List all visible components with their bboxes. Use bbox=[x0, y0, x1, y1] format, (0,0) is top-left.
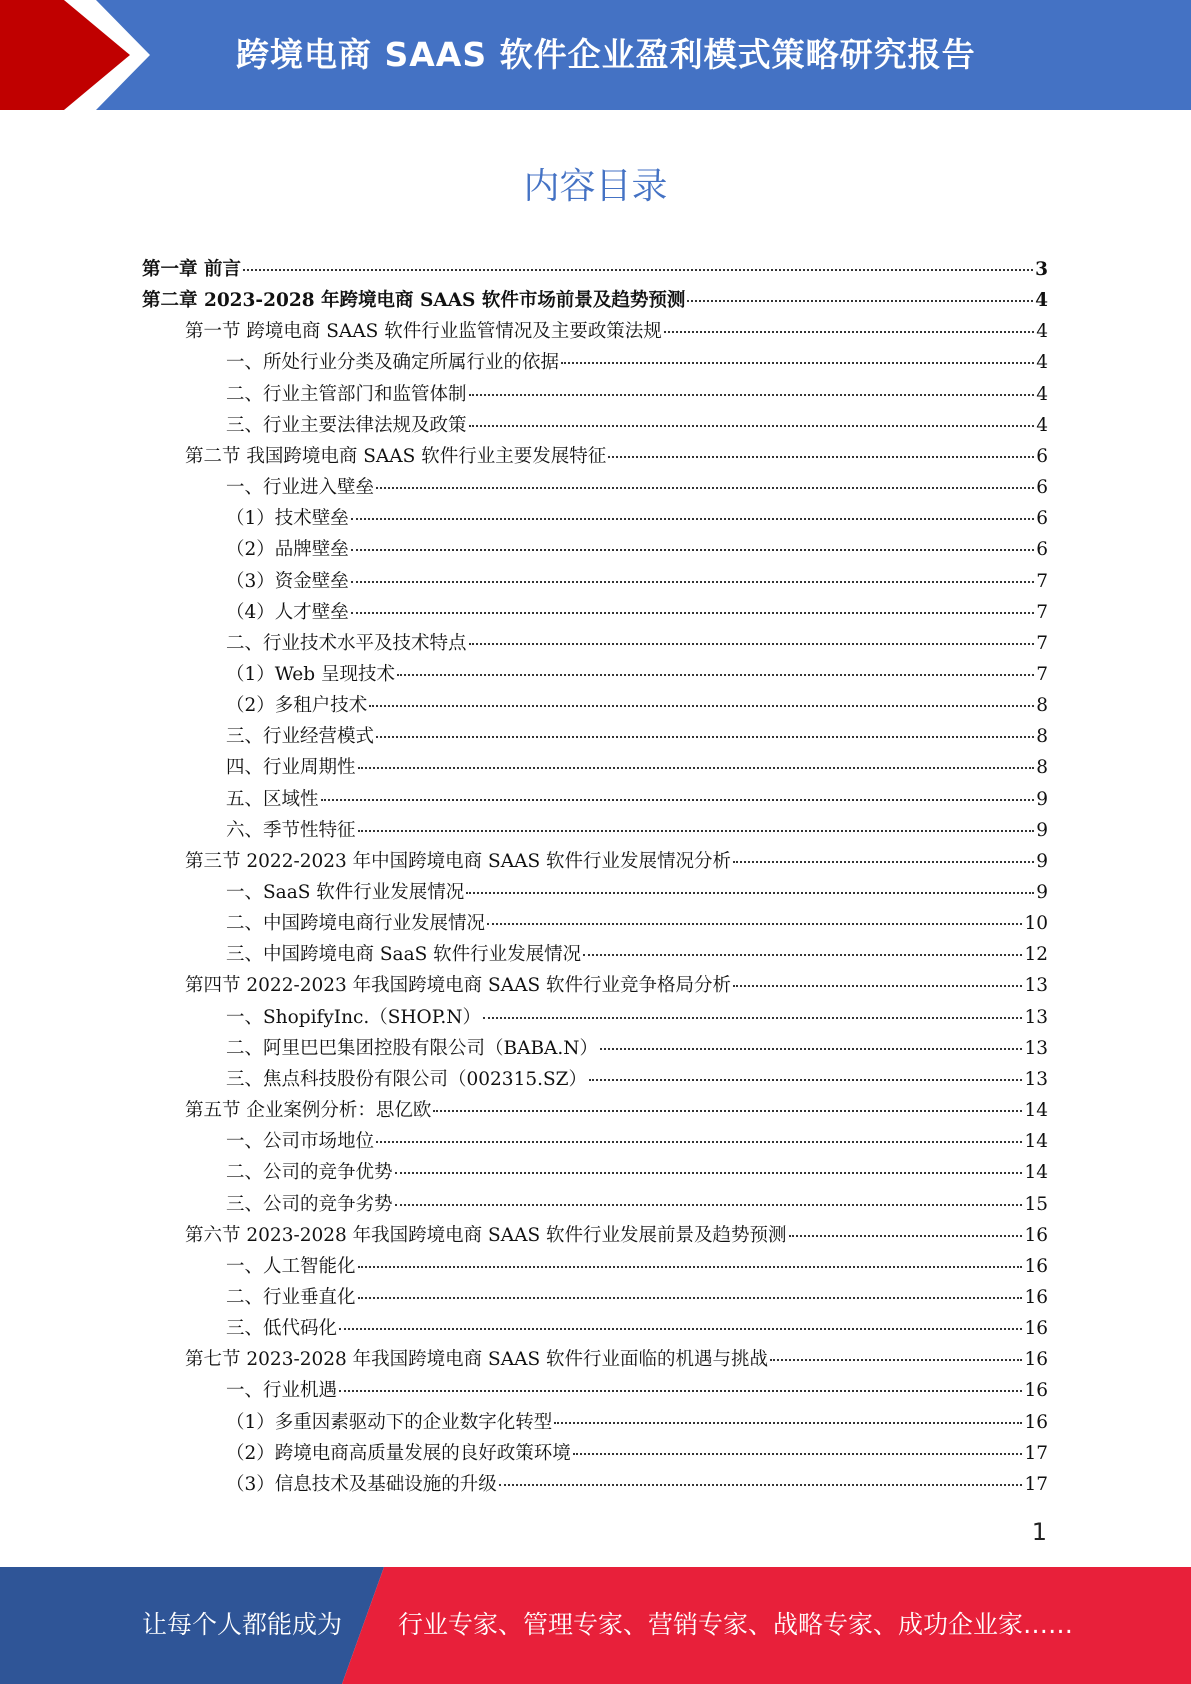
toc-dot-leader bbox=[351, 581, 1034, 583]
toc-entry-page: 14 bbox=[1024, 1162, 1048, 1184]
toc-entry-title: 三、低代码化 bbox=[226, 1318, 338, 1340]
toc-entry[interactable] bbox=[185, 441, 1048, 472]
toc-entry-title: 一、SaaS 软件行业发展情况 bbox=[226, 882, 465, 903]
page-number: 1 bbox=[1031, 1518, 1047, 1546]
toc-entry-page: 16 bbox=[1024, 1286, 1048, 1308]
toc-entry[interactable] bbox=[226, 410, 1048, 441]
toc-entry[interactable] bbox=[226, 472, 1048, 503]
toc-entry-title: 第一节 跨境电商 SAAS 软件行业监管情况及主要政策法规 bbox=[185, 321, 662, 343]
toc-entry[interactable] bbox=[226, 1282, 1048, 1313]
toc-entry-title: 三、中国跨境电商 SaaS 软件行业发展情况 bbox=[226, 944, 582, 966]
toc-entry-title: （2）品牌壁垒 bbox=[226, 539, 349, 561]
toc-entry-page: 16 bbox=[1024, 1318, 1048, 1340]
toc-entry[interactable] bbox=[185, 1220, 1048, 1251]
toc-entry-page: 7 bbox=[1036, 570, 1048, 592]
toc-entry-page: 17 bbox=[1024, 1442, 1048, 1464]
toc-dot-leader bbox=[608, 456, 1034, 458]
toc-entry-page: 4 bbox=[1035, 290, 1048, 312]
toc-entry[interactable] bbox=[142, 254, 1048, 285]
toc-entry-title: （2）跨境电商高质量发展的良好政策环境 bbox=[226, 1442, 571, 1464]
header-title: 跨境电商 SAAS 软件企业盈利模式策略研究报告 bbox=[236, 35, 976, 74]
toc-entry-title: 六、季节性特征 bbox=[226, 819, 356, 841]
toc-entry-title: （3）信息技术及基础设施的升级 bbox=[226, 1473, 497, 1495]
toc-entry[interactable] bbox=[226, 815, 1048, 846]
toc-entry-page: 13 bbox=[1024, 975, 1048, 997]
toc-entry-page: 12 bbox=[1024, 944, 1048, 966]
toc-dot-leader bbox=[583, 954, 1022, 956]
toc-entry[interactable] bbox=[226, 1002, 1048, 1033]
toc-entry-page: 7 bbox=[1036, 663, 1048, 685]
toc-entry-title: 二、中国跨境电商行业发展情况 bbox=[226, 913, 486, 935]
toc-entry[interactable] bbox=[185, 846, 1048, 877]
toc-entry[interactable] bbox=[226, 1064, 1048, 1095]
toc-dot-leader bbox=[554, 1422, 1022, 1424]
toc-entry-title: 二、公司的竞争优势 bbox=[226, 1162, 393, 1184]
toc-entry-page: 7 bbox=[1036, 601, 1048, 623]
toc-entry-title: 一、人工智能化 bbox=[226, 1255, 356, 1277]
toc-entry[interactable] bbox=[226, 721, 1048, 752]
toc-entry-page: 16 bbox=[1024, 1349, 1048, 1371]
toc-entry-title: （3）资金壁垒 bbox=[226, 570, 349, 592]
toc-dot-leader bbox=[397, 674, 1034, 676]
toc-entry-title: 三、公司的竞争劣势 bbox=[226, 1193, 393, 1215]
toc-entry-page: 4 bbox=[1036, 321, 1048, 343]
toc-entry-title: 第七节 2023-2028 年我国跨境电商 SAAS 软件行业面临的机遇与挑战 bbox=[185, 1349, 769, 1371]
toc-dot-leader bbox=[351, 612, 1034, 614]
toc-entry-page: 8 bbox=[1036, 726, 1048, 748]
toc-dot-leader bbox=[358, 1297, 1023, 1299]
toc-entry-page: 17 bbox=[1024, 1473, 1048, 1495]
toc-entry-page: 9 bbox=[1036, 850, 1048, 872]
toc-dot-leader bbox=[469, 643, 1035, 645]
toc-entry[interactable] bbox=[142, 285, 1048, 316]
toc-entry-title: 二、行业主管部门和监管体制 bbox=[226, 383, 467, 405]
toc-dot-leader bbox=[339, 1328, 1022, 1330]
toc-entry-page: 3 bbox=[1035, 259, 1048, 280]
toc-entry-title: 二、阿里巴巴集团控股有限公司（BABA.N） bbox=[226, 1037, 598, 1059]
toc-title: 内容目录 bbox=[523, 166, 668, 207]
toc-entry-title: 第一章 前言 bbox=[142, 259, 241, 280]
toc-dot-leader bbox=[376, 487, 1034, 489]
toc-entry[interactable] bbox=[226, 690, 1048, 721]
toc-entry-title: 一、行业机遇 bbox=[226, 1380, 338, 1402]
toc-entry-page: 6 bbox=[1036, 445, 1048, 467]
toc-entry[interactable] bbox=[226, 939, 1048, 970]
toc-entry-page: 8 bbox=[1036, 757, 1048, 779]
toc-entry-title: （4）人才壁垒 bbox=[226, 601, 349, 623]
toc-entry-page: 16 bbox=[1024, 1380, 1048, 1402]
toc-entry-page: 9 bbox=[1036, 819, 1048, 841]
toc-entry[interactable] bbox=[226, 534, 1048, 565]
toc-entry[interactable] bbox=[226, 1375, 1048, 1406]
toc-entry-title: 第二章 2023-2028 年跨境电商 SAAS 软件市场前景及趋势预测 bbox=[142, 290, 686, 312]
toc-dot-leader bbox=[573, 1453, 1023, 1455]
toc-entry-title: （1）Web 呈现技术 bbox=[226, 663, 395, 685]
toc-dot-leader bbox=[483, 1017, 1022, 1019]
toc-dot-leader bbox=[358, 830, 1035, 832]
toc-dot-leader bbox=[243, 269, 1033, 271]
toc-entry[interactable] bbox=[226, 1157, 1048, 1188]
toc-entry-title: 四、行业周期性 bbox=[226, 757, 356, 779]
toc-entry-page: 14 bbox=[1024, 1100, 1048, 1122]
toc-entry-title: （2）多租户技术 bbox=[226, 695, 368, 717]
toc-entry-page: 16 bbox=[1024, 1255, 1048, 1277]
toc-entry-page: 9 bbox=[1036, 882, 1048, 903]
toc-entry[interactable] bbox=[185, 316, 1048, 347]
toc-dot-leader bbox=[376, 736, 1034, 738]
toc-entry-page: 14 bbox=[1024, 1131, 1048, 1153]
toc-entry[interactable] bbox=[185, 1095, 1048, 1126]
toc-entry-page: 16 bbox=[1024, 1224, 1048, 1246]
toc-entry[interactable] bbox=[226, 503, 1048, 534]
toc-dot-leader bbox=[395, 1204, 1023, 1206]
toc-entry-title: 三、焦点科技股份有限公司（002315.SZ） bbox=[226, 1068, 588, 1090]
toc-entry-page: 10 bbox=[1024, 913, 1048, 935]
toc-entry-page: 13 bbox=[1024, 1006, 1048, 1028]
header-red-arrow bbox=[0, 0, 148, 110]
toc-entry-title: 二、行业垂直化 bbox=[226, 1286, 356, 1308]
toc-entry-title: （1）多重因素驱动下的企业数字化转型 bbox=[226, 1411, 553, 1433]
toc-dot-leader bbox=[321, 799, 1035, 801]
toc-dot-leader bbox=[789, 1235, 1023, 1237]
toc-entry[interactable] bbox=[226, 1407, 1048, 1438]
toc-entry-page: 15 bbox=[1024, 1193, 1048, 1215]
toc-dot-leader bbox=[561, 362, 1034, 364]
toc-entry-title: 一、公司市场地位 bbox=[226, 1131, 375, 1153]
toc-entry[interactable] bbox=[226, 379, 1048, 410]
toc-dot-leader bbox=[499, 1484, 1023, 1486]
toc-entry-title: （1）技术壁垒 bbox=[226, 508, 349, 530]
toc-entry-page: 13 bbox=[1024, 1068, 1048, 1090]
toc-dot-leader bbox=[376, 1141, 1022, 1143]
toc-entry-title: 一、ShopifyInc.（SHOP.N） bbox=[226, 1006, 481, 1028]
toc-entry[interactable] bbox=[226, 1469, 1048, 1500]
toc-dot-leader bbox=[469, 394, 1035, 396]
toc-dot-leader bbox=[395, 1172, 1023, 1174]
toc-entry-page: 6 bbox=[1036, 539, 1048, 561]
toc-dot-leader bbox=[339, 1390, 1022, 1392]
toc-dot-leader bbox=[733, 985, 1022, 987]
toc-dot-leader bbox=[589, 1079, 1022, 1081]
footer-slogan-right: 行业专家、管理专家、营销专家、战略专家、成功企业家…… bbox=[398, 1610, 1074, 1639]
toc-entry[interactable] bbox=[226, 1438, 1048, 1469]
toc-entry-title: 第二节 我国跨境电商 SAAS 软件行业主要发展特征 bbox=[185, 445, 607, 467]
toc-dot-leader bbox=[351, 549, 1034, 551]
toc-entry[interactable] bbox=[226, 1033, 1048, 1064]
toc-entry-title: 第六节 2023-2028 年我国跨境电商 SAAS 软件行业发展前景及趋势预测 bbox=[185, 1224, 787, 1246]
toc-dot-leader bbox=[487, 923, 1022, 925]
toc-entry-title: 三、行业经营模式 bbox=[226, 726, 375, 748]
toc-dot-leader bbox=[433, 1110, 1022, 1112]
toc-entry-title: 第四节 2022-2023 年我国跨境电商 SAAS 软件行业竞争格局分析 bbox=[185, 975, 732, 997]
toc-entry[interactable] bbox=[226, 752, 1048, 783]
toc-entry[interactable] bbox=[185, 970, 1048, 1001]
toc-dot-leader bbox=[733, 861, 1034, 863]
toc-dot-leader bbox=[687, 300, 1033, 302]
toc-entry-page: 16 bbox=[1024, 1411, 1048, 1433]
toc-entry[interactable] bbox=[226, 566, 1048, 597]
toc-entry-title: 第五节 企业案例分析：思亿欧 bbox=[185, 1100, 432, 1122]
toc-entry[interactable] bbox=[226, 1251, 1048, 1282]
toc-entry-page: 7 bbox=[1036, 632, 1048, 654]
toc-entry-page: 4 bbox=[1036, 414, 1048, 436]
toc-entry-title: 二、行业技术水平及技术特点 bbox=[226, 632, 467, 654]
toc-entry[interactable] bbox=[226, 659, 1048, 690]
toc-entry-page: 9 bbox=[1036, 788, 1048, 810]
toc-dot-leader bbox=[664, 331, 1035, 333]
toc-entry-page: 8 bbox=[1036, 695, 1048, 717]
toc-entry[interactable] bbox=[226, 877, 1048, 908]
toc-entry[interactable] bbox=[226, 1126, 1048, 1157]
toc-entry[interactable] bbox=[226, 784, 1048, 815]
toc-entry-page: 13 bbox=[1024, 1037, 1048, 1059]
toc-entry-title: 五、区域性 bbox=[226, 788, 319, 810]
toc-entry-page: 4 bbox=[1036, 352, 1048, 374]
toc-dot-leader bbox=[369, 705, 1034, 707]
toc-dot-leader bbox=[358, 767, 1035, 769]
toc-entry[interactable] bbox=[226, 597, 1048, 628]
footer-slogan-left: 让每个人都能成为 bbox=[142, 1610, 343, 1639]
page-footer bbox=[0, 1567, 1191, 1684]
toc-dot-leader bbox=[469, 425, 1035, 427]
toc-entry[interactable] bbox=[226, 1189, 1048, 1220]
toc-entry-title: 第三节 2022-2023 年中国跨境电商 SAAS 软件行业发展情况分析 bbox=[185, 850, 732, 872]
toc-dot-leader bbox=[466, 892, 1034, 894]
toc-entry-page: 6 bbox=[1036, 477, 1048, 499]
toc-entry[interactable] bbox=[226, 1313, 1048, 1344]
toc-dot-leader bbox=[351, 518, 1034, 520]
page-header bbox=[0, 0, 1191, 110]
toc-entry-title: 一、行业进入壁垒 bbox=[226, 477, 375, 499]
toc-entry[interactable] bbox=[226, 628, 1048, 659]
toc-dot-leader bbox=[358, 1266, 1023, 1268]
toc-entry[interactable] bbox=[226, 347, 1048, 378]
toc-entry-page: 6 bbox=[1036, 508, 1048, 530]
toc-entry[interactable] bbox=[185, 1344, 1048, 1375]
toc-entry-title: 三、行业主要法律法规及政策 bbox=[226, 414, 467, 436]
toc-entry-page: 4 bbox=[1036, 383, 1048, 405]
toc-entry-title: 一、所处行业分类及确定所属行业的依据 bbox=[226, 352, 560, 374]
toc-entry[interactable] bbox=[226, 908, 1048, 939]
toc-dot-leader bbox=[770, 1359, 1022, 1361]
toc-dot-leader bbox=[600, 1048, 1022, 1050]
